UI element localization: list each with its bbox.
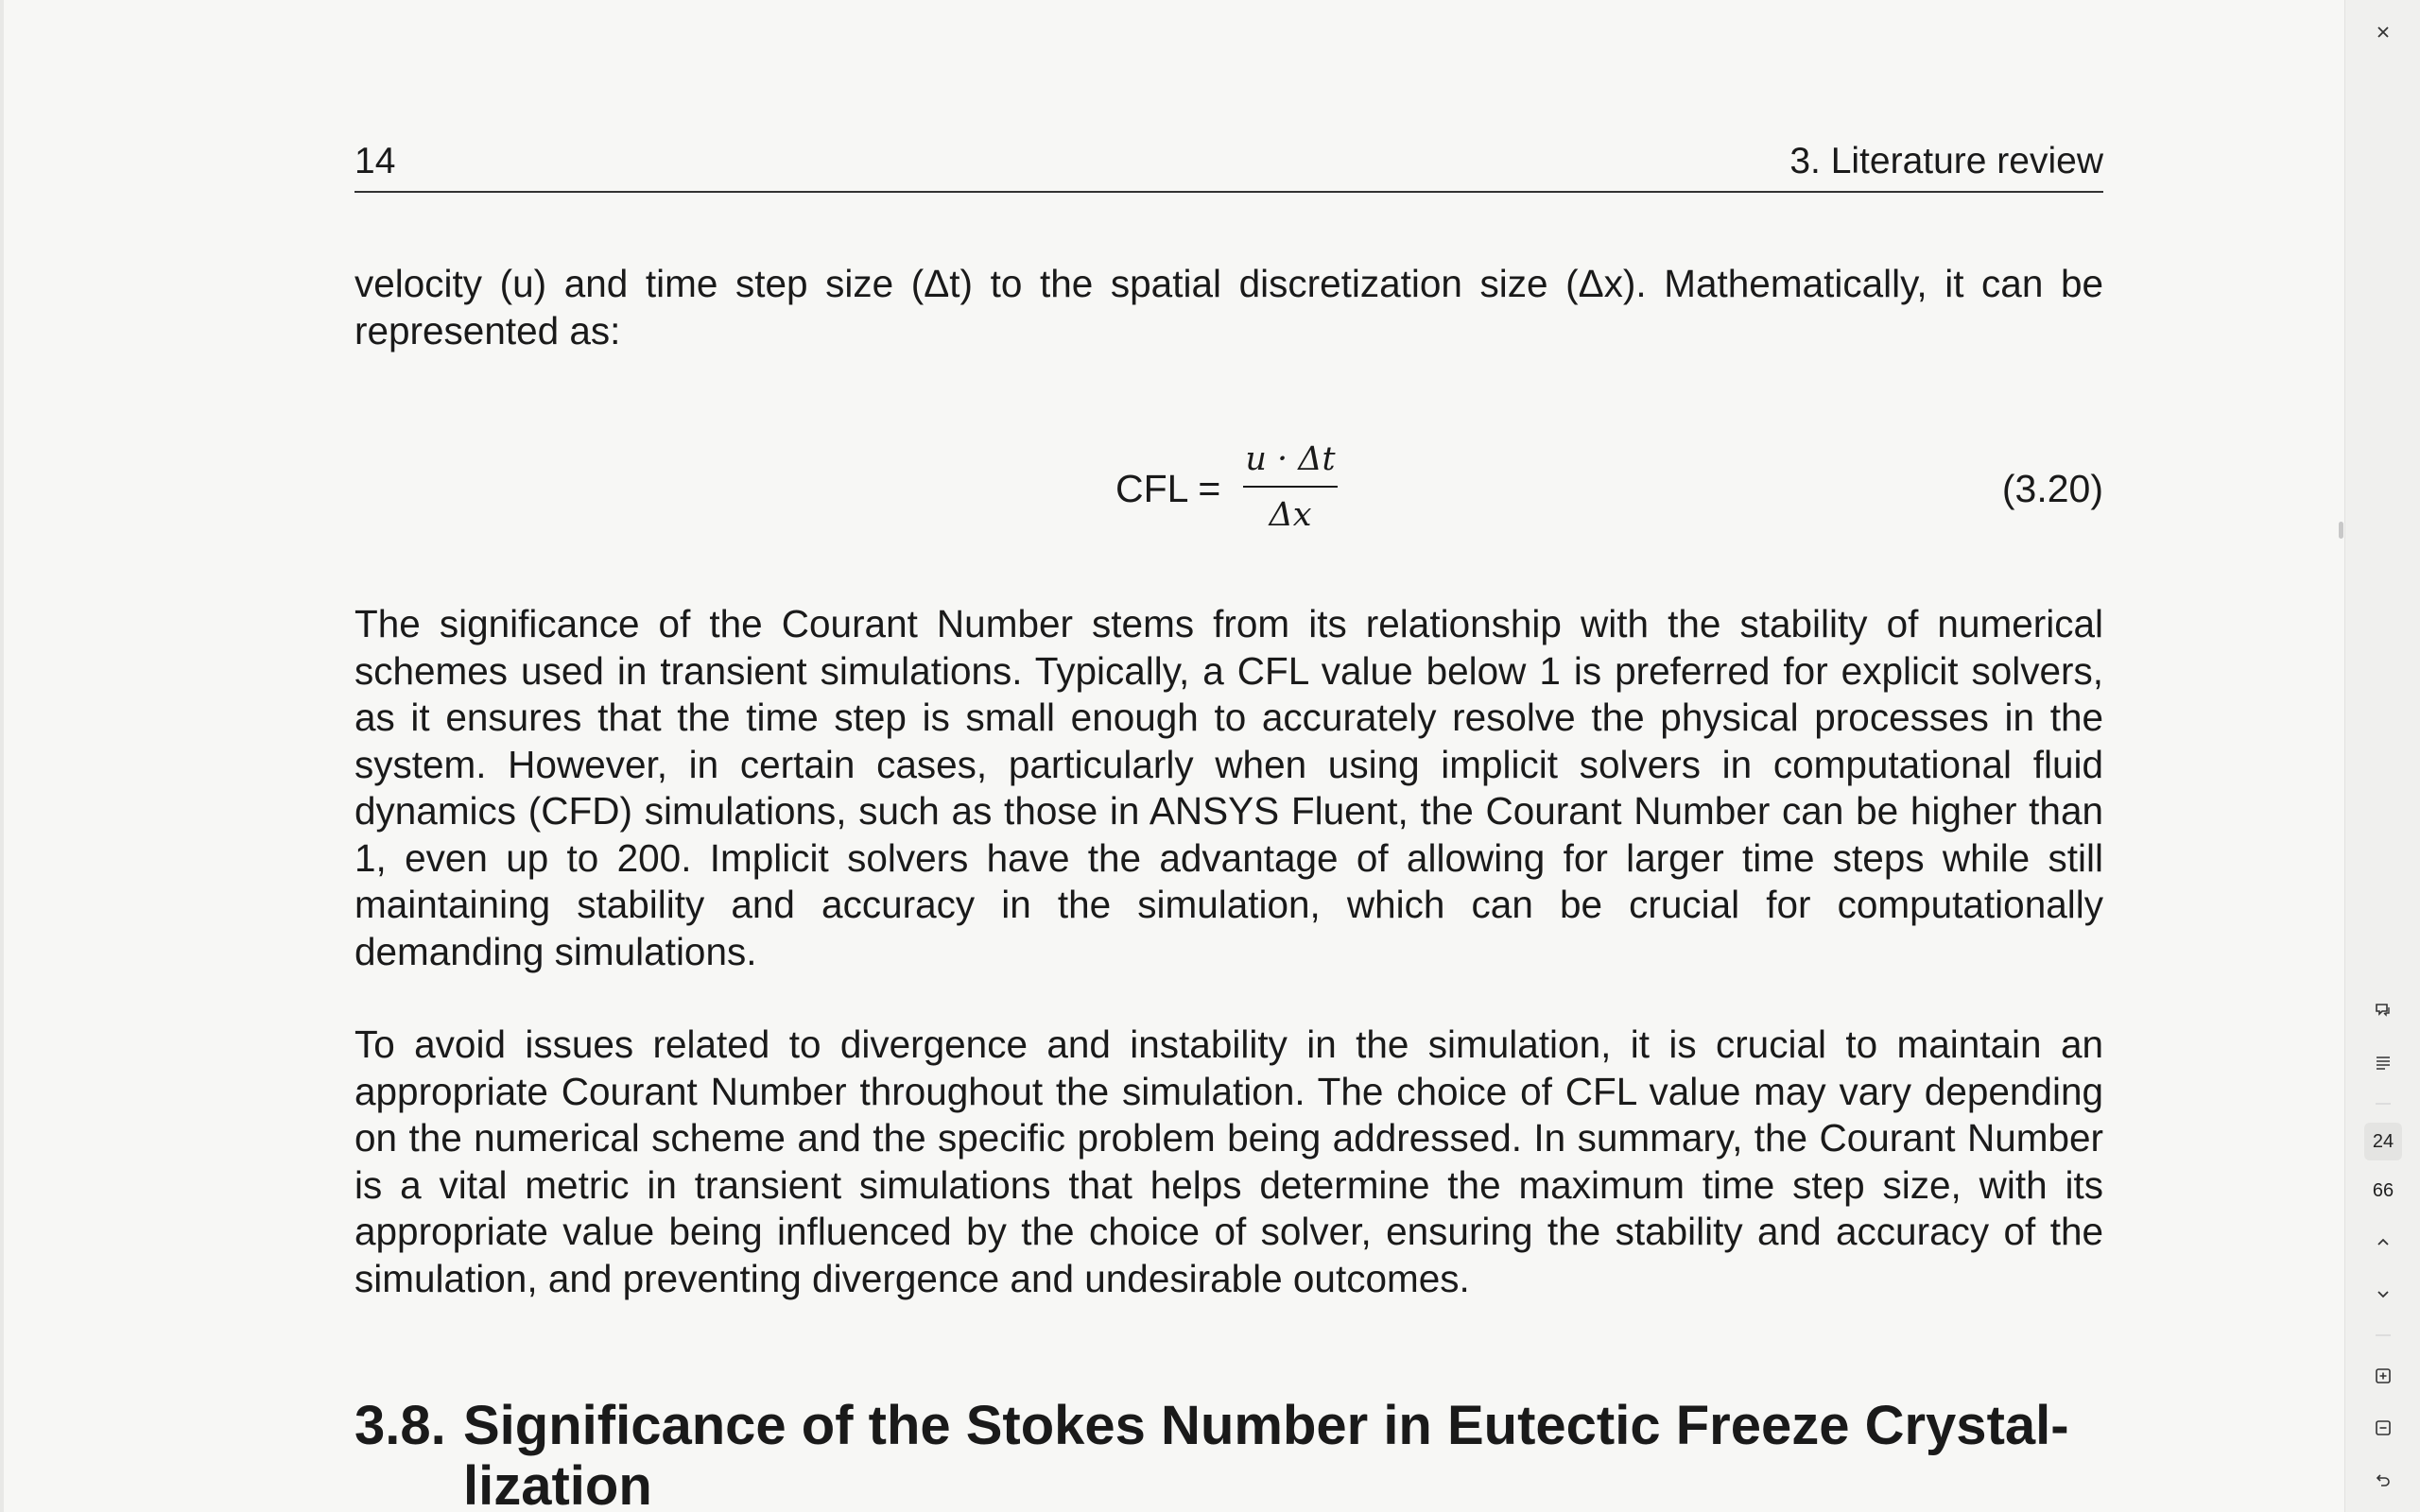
zoom-in-button[interactable]: [2364, 1357, 2402, 1395]
comment-icon: [2374, 1001, 2393, 1020]
outline-button[interactable]: [2364, 1043, 2402, 1081]
running-head: [354, 138, 2103, 193]
equation-cfl: [354, 437, 2103, 542]
paragraph-significance: The significance of the Courant Number stems from its relationship with the stability of numerical schemes used in transient simulations. Typically, a CFL value below 1 is preferred for explicit solvers, as it ensures that the time step is small enough to accurately resolve the physical processes in the system. However, in certain cases, particularly when using implicit solvers in computational fluid dynamics (CFD) simulations, such as those in ANSYS Fluent, the Courant Number can be higher than 1, even up to 200. Implicit solvers have the advantage of allowing for larger time steps while still maintaining stability and accuracy in the simulation, which can be crucial for computationally demanding simulations.: [354, 602, 2103, 973]
previous-page-button[interactable]: [2364, 1224, 2402, 1262]
section-title-line-1: Significance of the Stokes Number in Eutectic Freeze Crystal-: [463, 1395, 2069, 1456]
viewer-sidebar: [2344, 0, 2420, 1512]
viewer-left-edge: [0, 0, 4, 1512]
chapter-title: 3. Literature review: [1789, 141, 2103, 181]
equation-number: (3.20): [2001, 467, 2103, 510]
equation-lhs: CFL =: [1115, 467, 1221, 510]
zoom-out-button[interactable]: [2364, 1409, 2402, 1447]
vertical-scrollbar[interactable]: [2337, 0, 2344, 1512]
equation-numerator: u · Δt: [1245, 440, 1336, 478]
section-number: 3.8.: [354, 1395, 446, 1456]
chevron-down-icon: [2374, 1284, 2393, 1303]
outline-icon: [2374, 1053, 2393, 1072]
chevron-up-icon: [2374, 1233, 2393, 1252]
section-title: [463, 1395, 2103, 1512]
page-number: 14: [354, 141, 396, 181]
close-icon: [2374, 23, 2393, 42]
current-page-indicator[interactable]: 24: [2364, 1123, 2402, 1160]
fraction-bar: [1243, 486, 1338, 488]
section-title-line-2: lization: [463, 1455, 652, 1512]
scrollbar-thumb[interactable]: [2339, 522, 2343, 539]
total-pages-indicator: 66: [2372, 1180, 2394, 1201]
equation-denominator: Δx: [1269, 496, 1312, 534]
undo-icon: [2374, 1470, 2393, 1489]
close-button[interactable]: [2364, 13, 2402, 51]
sidebar-separator: [2376, 1334, 2391, 1336]
document-page: [354, 0, 2103, 1512]
paragraph-intro: velocity (u) and time step size (Δt) to the spatial discretization size (Δx). Mathematically, it can be represented as:: [354, 262, 2103, 352]
comments-button[interactable]: [2364, 991, 2402, 1029]
zoom-out-icon: [2374, 1418, 2393, 1437]
next-page-button[interactable]: [2364, 1275, 2402, 1313]
paragraph-summary: To avoid issues related to divergence and instability in the simulation, it is crucial to maintain an appropriate Courant Number throughout the simulation. The choice of CFL value may vary depending on the numerical scheme and the specific problem being addressed. In summary, the Courant Number is a vital metric in transient simulations that helps determine the maximum time step size, with its appropriate value being influenced by the choice of solver, ensuring the stability and accuracy of the simulation, and preventing divergence and undesirable outcomes.: [354, 1022, 2103, 1300]
sidebar-separator: [2376, 1103, 2391, 1105]
undo-button[interactable]: [2364, 1461, 2402, 1499]
equation-fraction: [1243, 437, 1338, 537]
zoom-in-icon: [2374, 1366, 2393, 1385]
